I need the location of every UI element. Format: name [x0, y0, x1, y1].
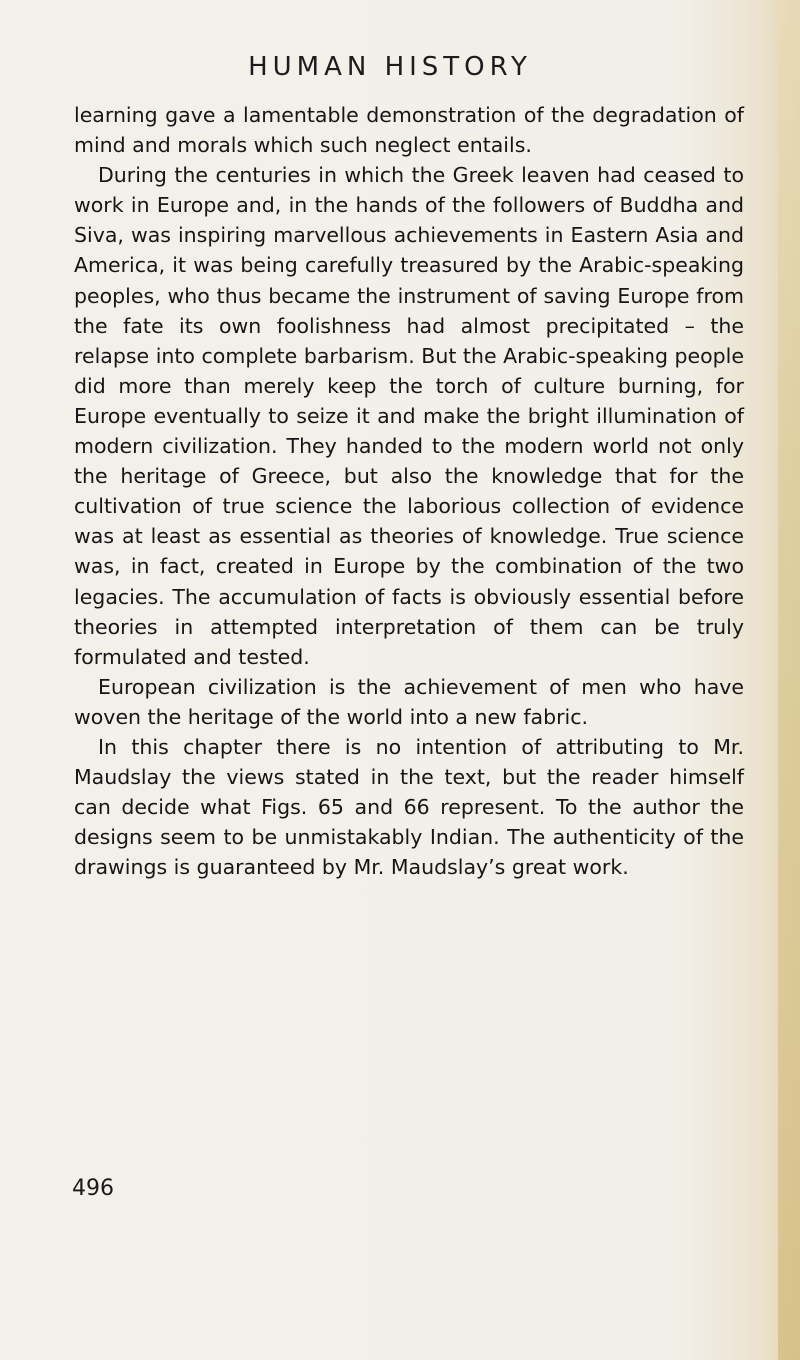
- paragraph-european-civilization: European civilization is the achievement of men who have woven the heritage of the world into a new fabric.: [74, 674, 744, 729]
- body-text: [74, 100, 744, 882]
- page-number: 496: [72, 1176, 114, 1201]
- paragraph-greek-leaven: During the centuries in which the Greek leaven had ceased to work in Europe and, in the hands of the followers of Buddha and Siva, was inspiring marvellous achievements in Eastern Asia and America, it was being carefully treasured by the Arabic-speaking peoples, who thus became the instrument of saving Europe from the fate its own foolishness had almost precipitated – the relapse into complete barbarism. But the Arabic-speaking people did more than merely keep the torch of culture burning, for Europe eventually to seize it and make the bright illumination of modern civilization. They handed to the modern world not only the heritage of Greece, but also the knowledge that for the cultivation of true science the laborious collection of evidence was at least as essential as theories of knowledge. True science was, in fact, created in Europe by the combination of the two legacies. The accumulation of facts is obviously essential before theories in attempted interpretation of them can be truly formulated and tested.: [74, 163, 744, 669]
- page-edge-stain: [778, 0, 800, 1360]
- paragraph-continued: learning gave a lamentable demonstration of the degradation of mind and morals which such neglect entails.: [74, 103, 744, 158]
- paragraph-maudslay-note: In this chapter there is no intention of attributing to Mr. Maudslay the views stated in the text, but the reader himself can decide what Figs. 65 and 66 represent. To the author the designs seem to be unmistakably Indian. The authenticity of the drawings is guaranteed by Mr. Maudslay’s great work.: [74, 734, 744, 880]
- running-head: HUMAN HISTORY: [248, 52, 532, 82]
